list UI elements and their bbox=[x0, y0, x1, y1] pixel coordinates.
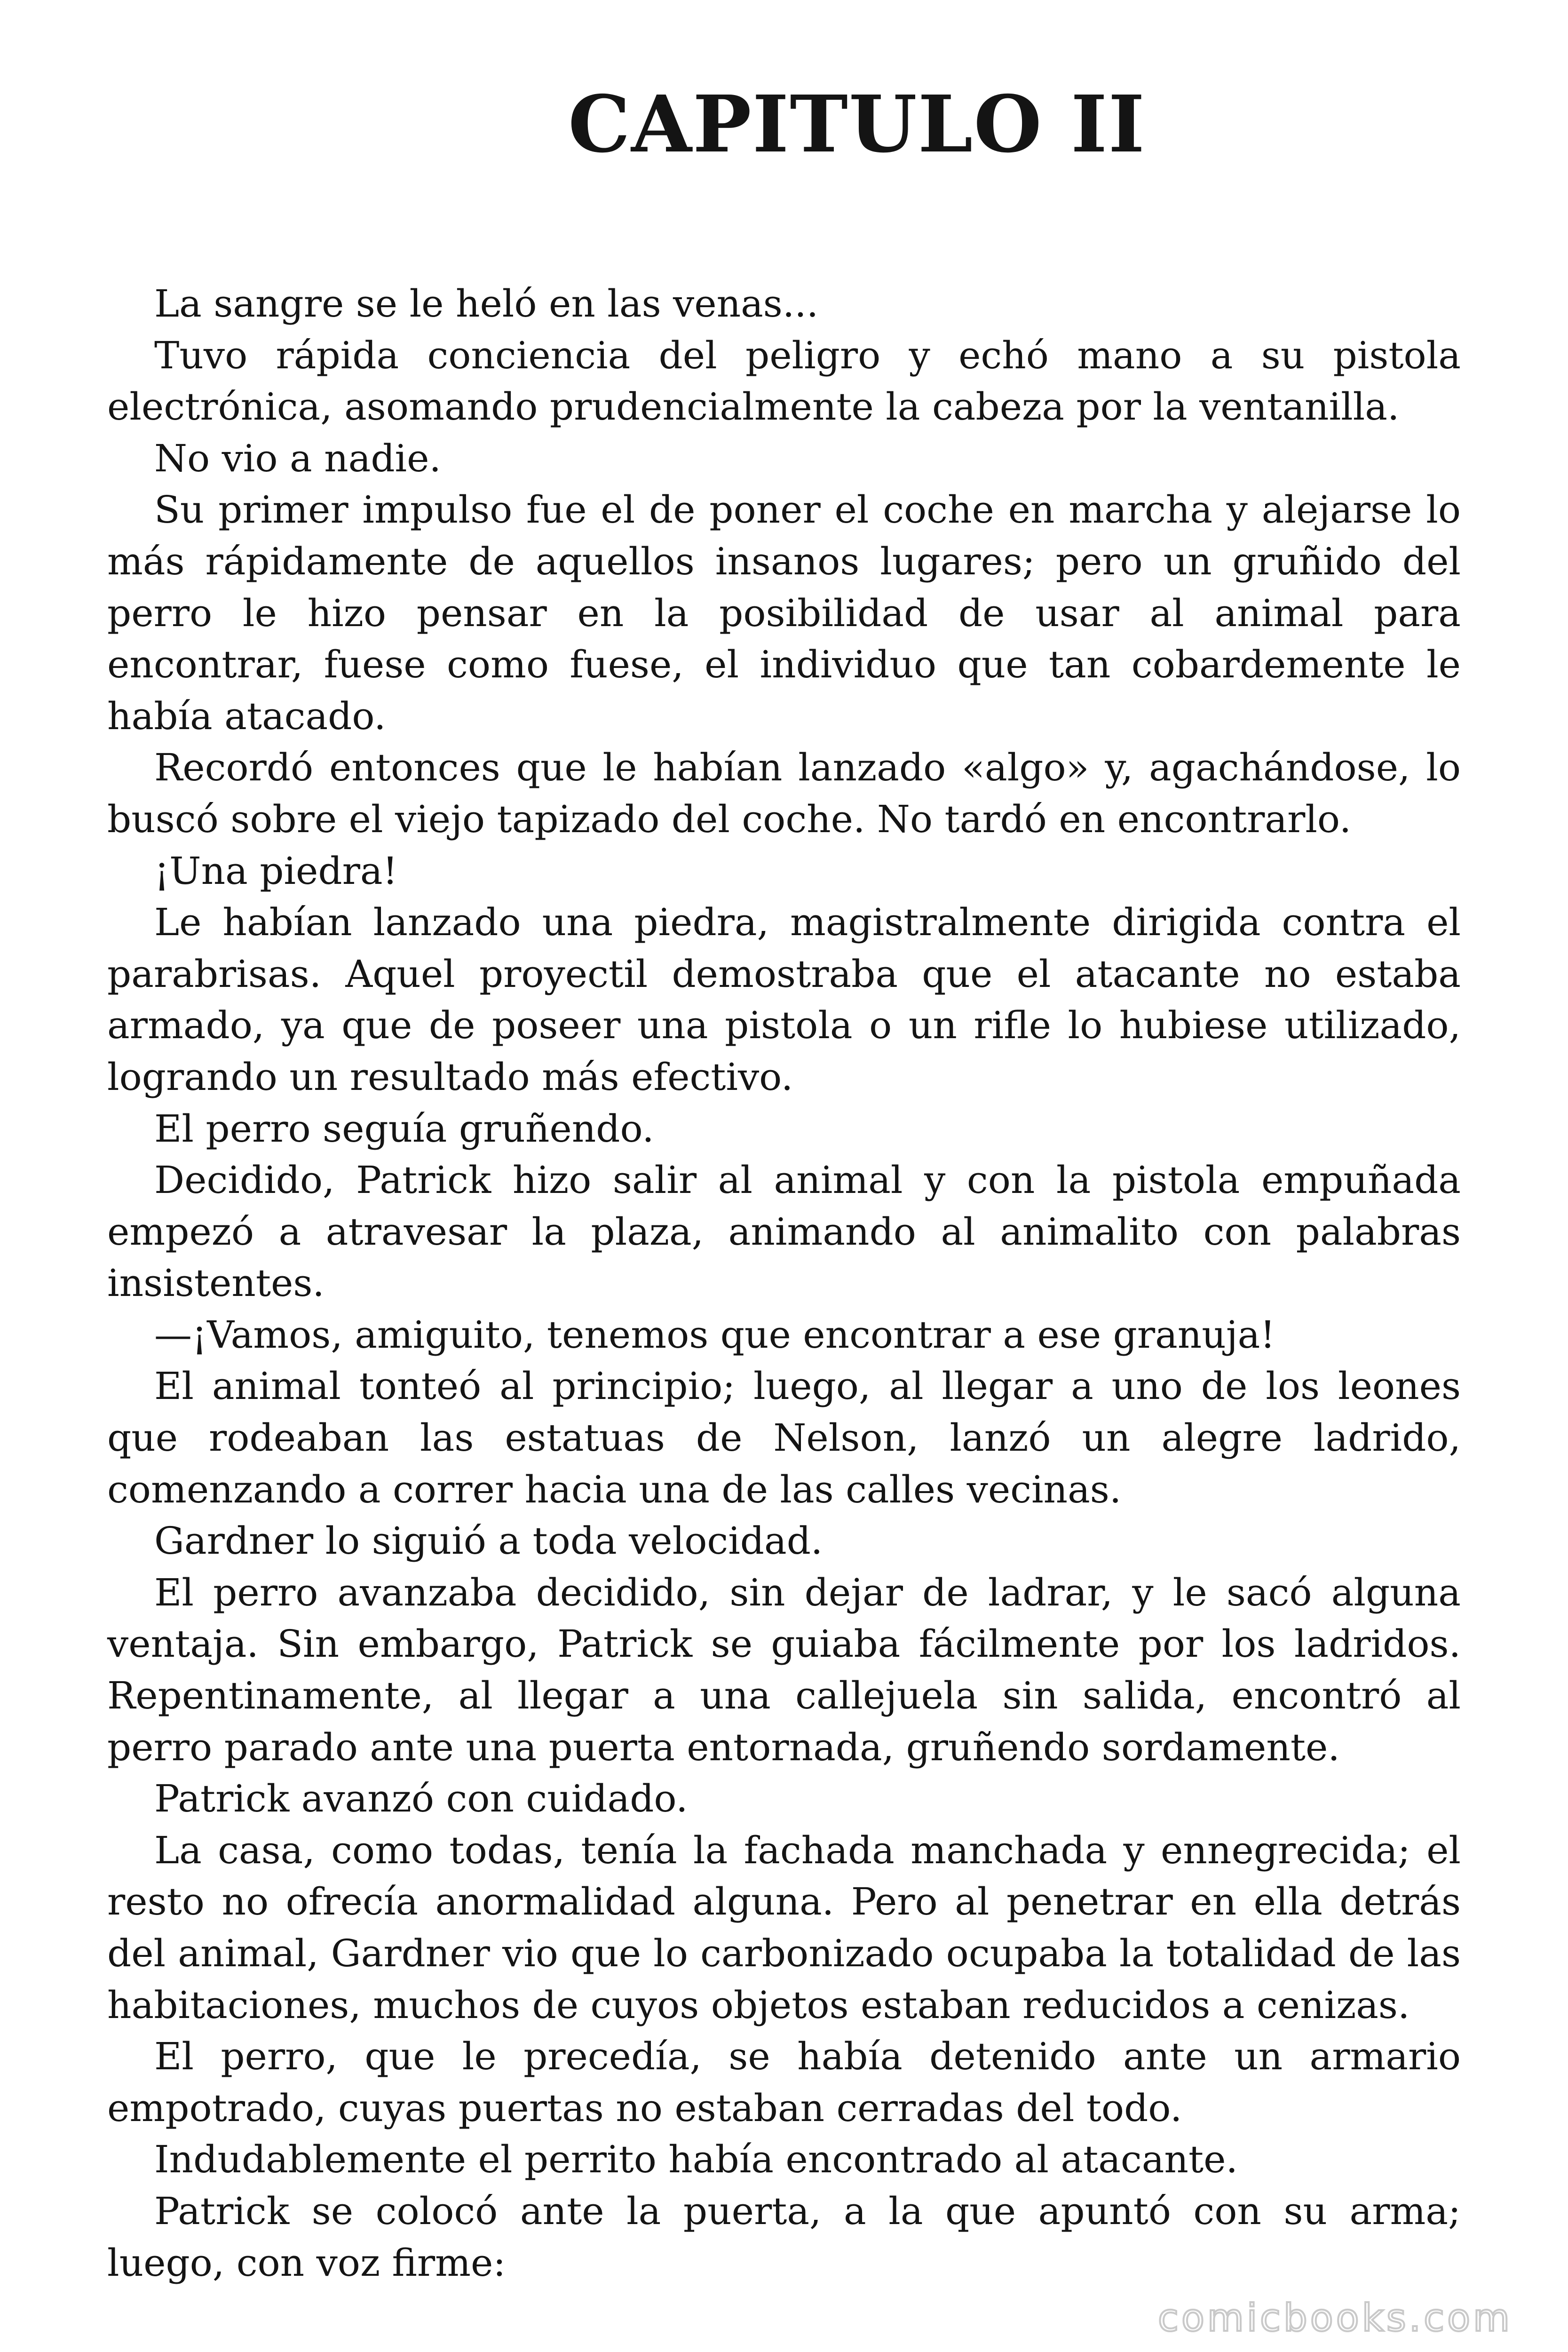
paragraph: Tuvo rápida conciencia del peligro y echó mano a su pistola electrónica, asomando prudencialmente la cabeza por la ventanilla. bbox=[107, 333, 1461, 429]
paragraph: El perro, que le precedía, se había detenido ante un armario empotrado, cuyas puertas no estaban cerradas del todo. bbox=[107, 2034, 1461, 2130]
paragraph: No vio a nadie. bbox=[154, 436, 441, 480]
paragraph: Decidido, Patrick hizo salir al animal y con la pistola empuñada empezó a atravesar la plaza, animando al animalito con palabras insistentes. bbox=[107, 1158, 1461, 1305]
paragraph: Gardner lo siguió a toda velocidad. bbox=[154, 1519, 823, 1563]
chapter-body bbox=[107, 278, 1461, 2288]
paragraph: El animal tonteó al principio; luego, al llegar a uno de los leones que rodeaban las estatuas de Nelson, lanzó un alegre ladrido, comenzando a correr hacia una de las calles vecinas. bbox=[107, 1364, 1461, 1511]
watermark: comicbooks.com bbox=[1157, 2296, 1513, 2340]
paragraph: La sangre se le heló en las venas... bbox=[154, 282, 819, 326]
paragraph: Le habían lanzado una piedra, magistralmente dirigida contra el parabrisas. Aquel proyectil demostraba que el atacante no estaba armado, ya que de poseer una pistola o un rifle lo hubiese utilizado, logrando un resultado más efectivo. bbox=[107, 900, 1461, 1099]
paragraph: Patrick avanzó con cuidado. bbox=[154, 1777, 688, 1821]
paragraph: El perro avanzaba decidido, sin dejar de ladrar, y le sacó alguna ventaja. Sin embargo, Patrick se guiaba fácilmente por los ladridos. Repentinamente, al llegar a una callejuela sin salida, encontró al perro parado ante una puerta entornada, gruñendo sordamente. bbox=[107, 1570, 1461, 1769]
paragraph: Patrick se colocó ante la puerta, a la que apuntó con su arma; luego, con voz firme: bbox=[107, 2189, 1461, 2285]
paragraph: La casa, como todas, tenía la fachada manchada y ennegrecida; el resto no ofrecía anormalidad alguna. Pero al penetrar en ella detrás del animal, Gardner vio que lo carbonizado ocupaba la totalidad de las habitaciones, muchos de cuyos objetos estaban reducidos a cenizas. bbox=[107, 1828, 1461, 2027]
paragraph: ¡Una piedra! bbox=[154, 849, 398, 893]
paragraph: El perro seguía gruñendo. bbox=[154, 1106, 654, 1151]
chapter-title: CAPITULO II bbox=[568, 79, 1146, 170]
paragraph: —¡Vamos, amiguito, tenemos que encontrar a ese granuja! bbox=[154, 1312, 1275, 1357]
paragraph: Su primer impulso fue el de poner el coche en marcha y alejarse lo más rápidamente de aquellos insanos lugares; pero un gruñido del perro le hizo pensar en la posibilidad de usar al animal para encontrar, fuese como fuese, el individuo que tan cobardemente le había atacado. bbox=[107, 488, 1461, 738]
paragraph: Indudablemente el perrito había encontrado al atacante. bbox=[154, 2137, 1238, 2182]
paragraph: Recordó entonces que le habían lanzado «algo» y, agachándose, lo buscó sobre el viejo tapizado del coche. No tardó en encontrarlo. bbox=[107, 746, 1461, 841]
